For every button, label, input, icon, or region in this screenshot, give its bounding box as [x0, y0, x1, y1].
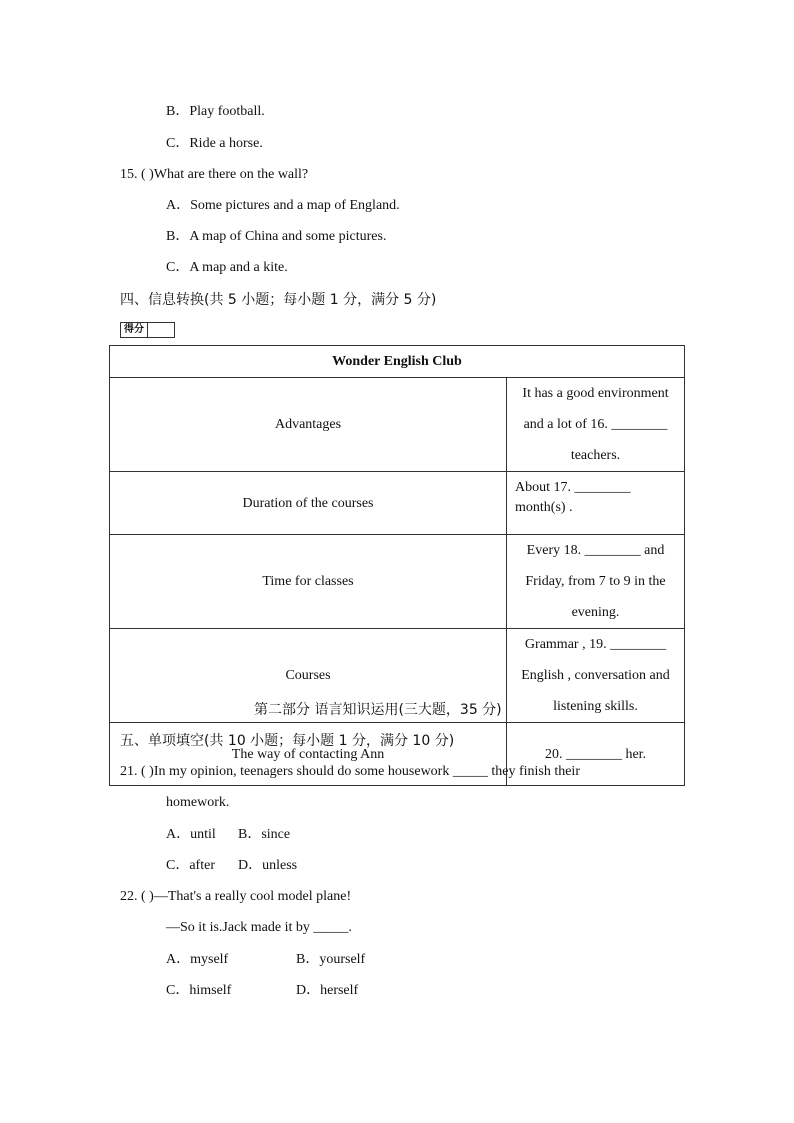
row-label: The way of contacting Ann	[110, 723, 507, 786]
info-table-title: Wonder English Club	[110, 346, 685, 378]
q14-option-b: B．Play football.	[166, 104, 265, 119]
q21-option-d: D．unless	[238, 858, 298, 873]
section5-heading: 五、单项填空(共 10 小题；每小题 1 分，满分 10 分)	[120, 733, 455, 749]
score-box	[120, 322, 175, 338]
q22-option-c: C．himself	[166, 983, 232, 998]
row-label: Courses	[110, 629, 507, 723]
q15-option-a: A．Some pictures and a map of England.	[166, 198, 400, 213]
row-label: Time for classes	[110, 535, 507, 629]
row-content: It has a good environment and a lot of 16. ________ teachers.	[507, 378, 685, 472]
table-row	[110, 472, 685, 535]
row-content: About 17. ________ month(s) .	[507, 472, 685, 535]
q14-option-c: C．Ride a horse.	[166, 136, 263, 151]
q15-option-c: C．A map and a kite.	[166, 260, 288, 275]
score-field[interactable]	[148, 323, 174, 337]
q22-line2: —So it is.Jack made it by _____.	[166, 920, 352, 935]
q22-option-a: A．myself	[166, 952, 229, 967]
section4-heading: 四、信息转换(共 5 小题；每小题 1 分，满分 5 分)	[120, 292, 437, 308]
table-row	[110, 535, 685, 629]
q15-question: 15. ( )What are there on the wall?	[120, 167, 309, 182]
q15-option-b: B．A map of China and some pictures.	[166, 229, 387, 244]
q22-option-b: B．yourself	[296, 952, 366, 967]
score-label: 得分	[121, 323, 148, 337]
row-label: Duration of the courses	[110, 472, 507, 535]
q21-option-b: B．since	[238, 827, 291, 842]
row-content: 20. ________ her.	[507, 723, 685, 786]
q21-option-c: C．after	[166, 858, 215, 873]
q22-question: 22. ( )—That's a really cool model plane!	[120, 889, 352, 904]
q21-question-line2: homework.	[166, 795, 230, 810]
row-label: Advantages	[110, 378, 507, 472]
row-content: Grammar , 19. ________ English , conversation and listening skills.	[507, 629, 685, 723]
q21-option-a: A．until	[166, 827, 216, 842]
row-content: Every 18. ________ and Friday, from 7 to 9 in the evening.	[507, 535, 685, 629]
part2-heading: 第二部分 语言知识运用(三大题，35 分)	[254, 702, 502, 718]
q21-question-line1: 21. ( )In my opinion, teenagers should do some housework _____ they finish their	[120, 764, 580, 779]
table-row	[110, 378, 685, 472]
q22-option-d: D．herself	[296, 983, 359, 998]
